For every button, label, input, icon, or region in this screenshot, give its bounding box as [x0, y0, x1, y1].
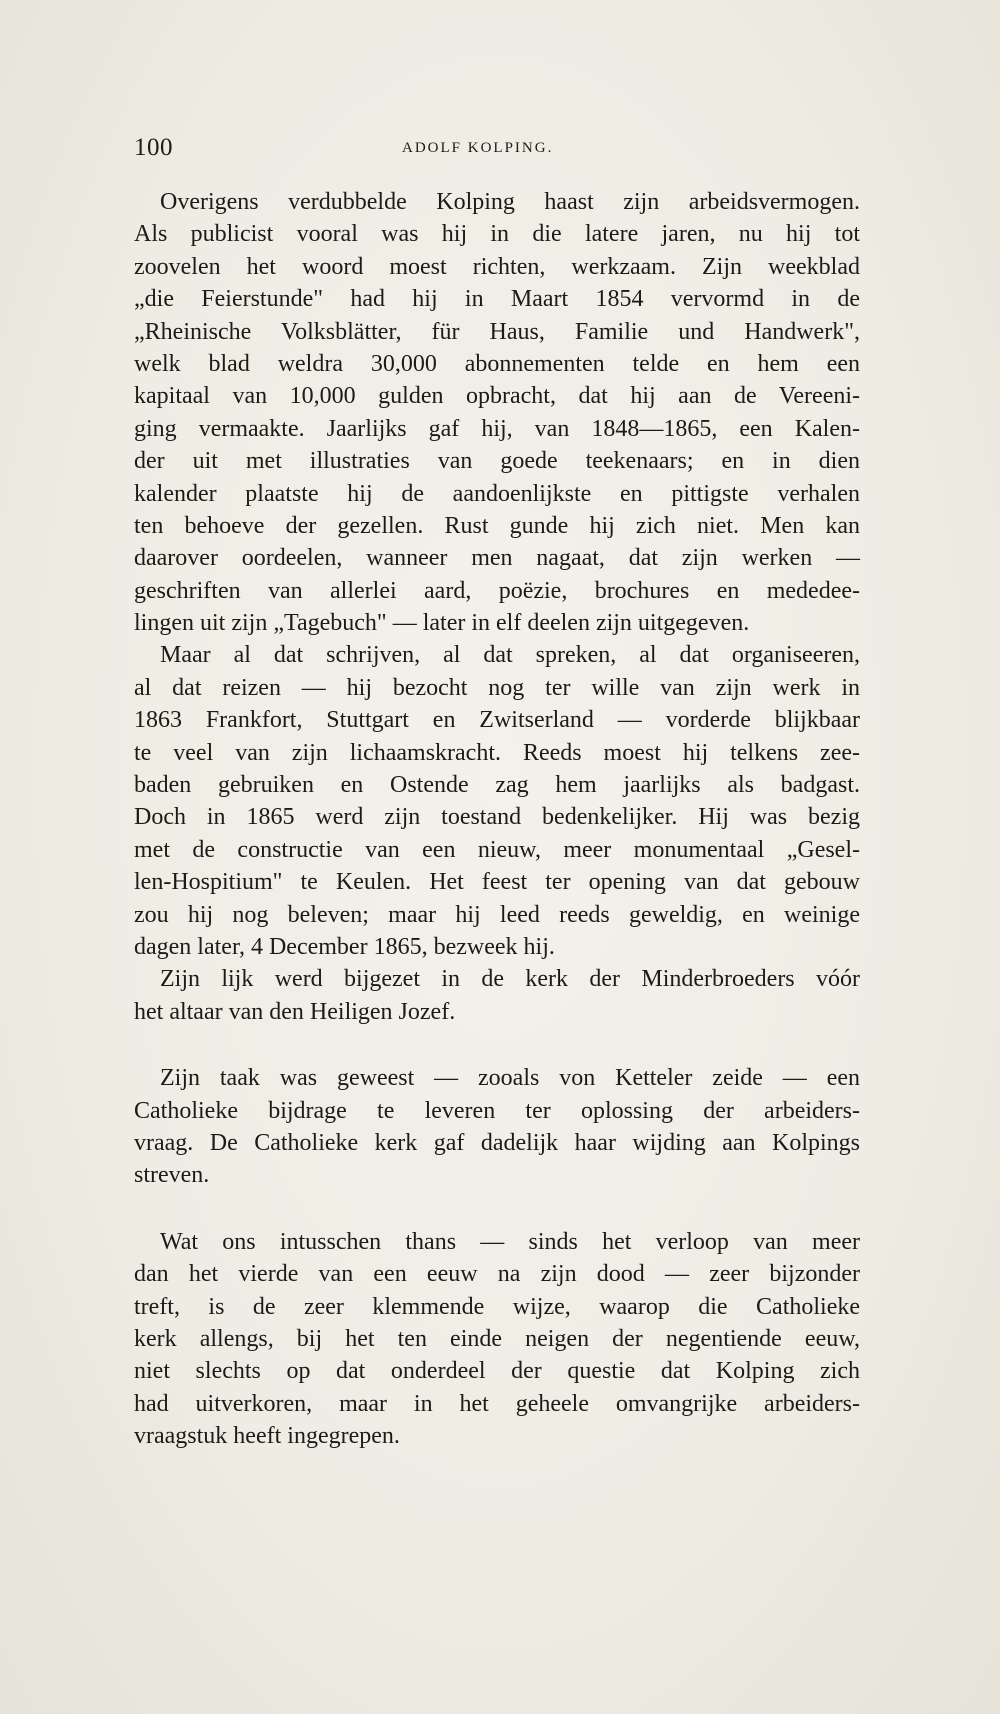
body-text [134, 186, 860, 1452]
text-line: streven. [134, 1162, 210, 1189]
section-gap [134, 1028, 860, 1062]
text-line: ten behoeve der gezellen. Rust gunde hij zich niet. Men kan [134, 512, 860, 539]
text-line: Als publicist vooral was hij in die latere jaren, nu hij tot [134, 221, 860, 248]
text-line: Maar al dat schrijven, al dat spreken, al dat organiseeren, [160, 642, 860, 669]
text-line: zoovelen het woord moest richten, werkzaam. Zijn weekblad [134, 253, 860, 280]
paragraph [134, 1226, 860, 1453]
text-line: kalender plaatste hij de aandoenlijkste en pittigste verhalen [134, 480, 860, 507]
text-line: Wat ons intusschen thans — sinds het verloop van meer [160, 1228, 860, 1255]
text-line: al dat reizen — hij bezocht nog ter wille van zijn werk in [134, 674, 860, 701]
text-line: vraagstuk heeft ingegrepen. [134, 1423, 400, 1450]
text-line: ging vermaakte. Jaarlijks gaf hij, van 1848—1865, een Kalen- [134, 415, 860, 442]
paragraph [134, 186, 860, 639]
text-line: Overigens verdubbelde Kolping haast zijn arbeidsvermogen. [160, 189, 860, 215]
text-line: Doch in 1865 werd zijn toestand bedenkelijker. Hij was bezig [134, 804, 860, 831]
text-line: kapitaal van 10,000 gulden opbracht, dat hij aan de Vereeni- [134, 383, 860, 410]
text-line: der uit met illustraties van goede teekenaars; en in dien [134, 448, 860, 475]
text-line: len-Hospitium" te Keulen. Het feest ter opening van dat gebouw [134, 869, 860, 896]
text-line: treft, is de zeer klemmende wijze, waarop die Catholieke [134, 1293, 860, 1320]
paragraph [134, 639, 860, 963]
text-line: Zijn taak was geweest — zooals von Ketteler zeide — een [160, 1065, 860, 1092]
text-line: het altaar van den Heiligen Jozef. [134, 998, 456, 1025]
running-head [134, 134, 860, 168]
text-line: vraag. De Catholieke kerk gaf dadelijk haar wijding aan Kolpings [134, 1129, 860, 1156]
text-line: „die Feierstunde" had hij in Maart 1854 vervormd in de [134, 286, 860, 313]
text-line: met de constructie van een nieuw, meer monumentaal „Gesel- [134, 836, 860, 863]
paragraph [134, 963, 860, 1028]
text-line: geschriften van allerlei aard, poëzie, brochures en mededee- [134, 577, 860, 604]
text-line: daarover oordeelen, wanneer men nagaat, dat zijn werken — [134, 545, 860, 572]
text-line: niet slechts op dat onderdeel der questie dat Kolping zich [134, 1358, 860, 1385]
text-line: dan het vierde van een eeuw na zijn dood — zeer bijzonder [134, 1261, 860, 1288]
page-number: 100 [134, 134, 173, 161]
text-line: welk blad weldra 30,000 abonnementen telde en hem een [134, 350, 860, 377]
text-line: dagen later, 4 December 1865, bezweek hij. [134, 933, 555, 960]
text-line: Zijn lijk werd bijgezet in de kerk der Minderbroeders vóór [160, 966, 860, 993]
text-line: te veel van zijn lichaamskracht. Reeds moest hij telkens zee- [134, 739, 860, 766]
text-line: had uitverkoren, maar in het geheele omvangrijke arbeiders- [134, 1390, 860, 1417]
text-line: „Rheinische Volksblätter, für Haus, Familie und Handwerk", [134, 318, 860, 345]
text-line: lingen uit zijn „Tagebuch" — later in elf deelen zijn uitgegeven. [134, 610, 750, 637]
running-title: ADOLF KOLPING. [402, 140, 554, 156]
section-gap [134, 1192, 860, 1226]
text-line: baden gebruiken en Ostende zag hem jaarlijks als badgast. [134, 772, 860, 799]
text-line: Catholieke bijdrage te leveren ter oplossing der arbeiders- [134, 1097, 860, 1124]
text-line: 1863 Frankfort, Stuttgart en Zwitserland — vorderde blijkbaar [134, 707, 860, 734]
text-line: kerk allengs, bij het ten einde neigen der negentiende eeuw, [134, 1325, 860, 1352]
paragraph [134, 1062, 860, 1192]
text-line: zou hij nog beleven; maar hij leed reeds geweldig, en weinige [134, 901, 860, 928]
